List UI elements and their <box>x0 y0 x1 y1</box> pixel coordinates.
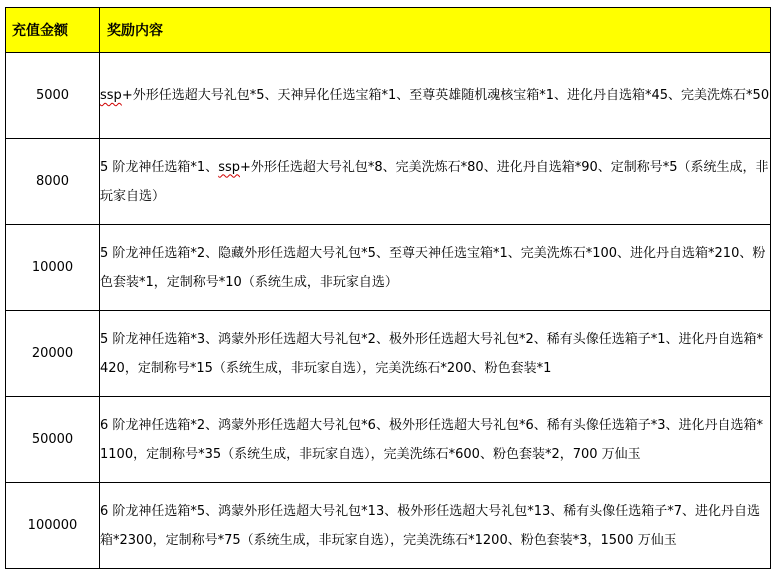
reward-text: 5 阶龙神任选箱*1、 <box>100 159 219 175</box>
amount-cell: 5000 <box>6 53 100 139</box>
reward-text: +外形任选超大号礼包*5、天神异化任选宝箱*1、至尊英雄随机魂核宝箱*1、进化丹自选箱*45、完美洗炼石*50 <box>121 88 770 103</box>
reward-cell: 6 阶龙神任选箱*5、鸿蒙外形任选超大号礼包*13、极外形任选超大号礼包*13、稀有头像任选箱子*7、进化丹自选箱*2300，定制称号*75（系统生成，非玩家自选），完美洗练石*1200、粉色套装*3，1500 万仙玉 <box>100 483 771 569</box>
table-row <box>6 311 771 397</box>
table-row <box>6 225 771 311</box>
amount-cell: 100000 <box>6 483 100 569</box>
header-reward: 奖励内容 <box>100 8 771 53</box>
spellcheck-word: ssp <box>100 88 122 103</box>
table-row <box>6 53 771 139</box>
reward-cell: 5 阶龙神任选箱*3、鸿蒙外形任选超大号礼包*2、极外形任选超大号礼包*2、稀有头像任选箱子*1、进化丹自选箱*420，定制称号*15（系统生成，非玩家自选），完美洗练石*200、粉色套装*1 <box>100 311 771 397</box>
table-row <box>6 139 771 225</box>
amount-cell: 50000 <box>6 397 100 483</box>
spellcheck-word: ssp <box>218 159 240 175</box>
recharge-reward-table <box>5 7 771 569</box>
table-row <box>6 397 771 483</box>
amount-cell: 10000 <box>6 225 100 311</box>
amount-cell: 8000 <box>6 139 100 225</box>
header-amount: 充值金额 <box>6 8 100 53</box>
table-row <box>6 483 771 569</box>
reward-text: +外形任选超大号礼包*8、完美洗炼石*80、进化丹自选箱*90、定制称号*5（系统生成，非玩家自选） <box>100 159 769 204</box>
reward-cell: 5 阶龙神任选箱*2、隐藏外形任选超大号礼包*5、至尊天神任选宝箱*1、完美洗炼石*100、进化丹自选箱*210、粉色套装*1，定制称号*10（系统生成，非玩家自选） <box>100 225 771 311</box>
amount-cell: 20000 <box>6 311 100 397</box>
table-header-row <box>6 8 771 53</box>
reward-cell <box>100 139 771 225</box>
reward-cell <box>100 53 771 139</box>
reward-cell: 6 阶龙神任选箱*2、鸿蒙外形任选超大号礼包*6、极外形任选超大号礼包*6、稀有头像任选箱子*3、进化丹自选箱*1100，定制称号*35（系统生成，非玩家自选），完美洗练石*600、粉色套装*2，700 万仙玉 <box>100 397 771 483</box>
